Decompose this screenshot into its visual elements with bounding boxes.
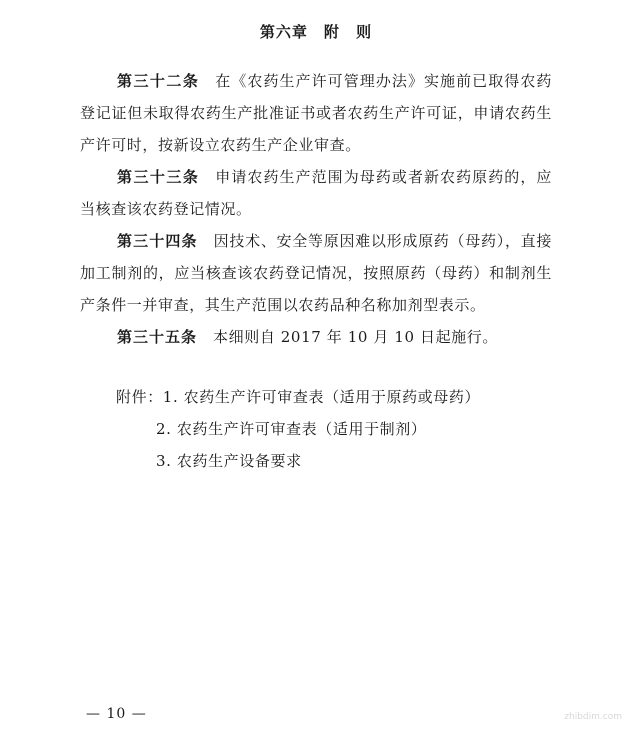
attachments-list — [116, 381, 480, 477]
article-text: 本细则自 2017 年 10 月 10 日起施行。 — [213, 328, 498, 346]
page-number: — 10 — — [86, 706, 147, 722]
article-35 — [80, 321, 552, 353]
attachment-item: 3. 农药生产设备要求 — [156, 452, 302, 470]
article-label: 第三十四条 — [117, 232, 198, 250]
article-text: 因技术、安全等原因难以形成原药（母药），直接加工制剂的，应当核查该农药登记情况，按照原药（母药）和制剂生产条件一并审查，其生产范围以农药品种名称加剂型表示。 — [80, 232, 552, 314]
chapter-title: 第六章 附 则 — [259, 23, 373, 41]
article-34 — [80, 225, 552, 321]
article-label: 第三十三条 — [117, 168, 200, 186]
article-32 — [80, 65, 552, 161]
watermark: zhibdim.com — [564, 712, 622, 722]
article-label: 第三十二条 — [117, 72, 200, 90]
article-text: 在《农药生产许可管理办法》实施前已取得农药登记证但未取得农药生产批准证书或者农药生产许可证，申请农药生产许可时，按新设立农药生产企业审查。 — [80, 72, 552, 154]
attachment-item: 附件：1. 农药生产许可审查表（适用于原药或母药） — [116, 388, 481, 406]
article-label: 第三十五条 — [117, 328, 198, 346]
article-text: 申请农药生产范围为母药或者新农药原药的，应当核查该农药登记情况。 — [80, 168, 552, 218]
article-33 — [80, 161, 552, 225]
attachment-item: 2. 农药生产许可审查表（适用于制剂） — [156, 420, 427, 438]
